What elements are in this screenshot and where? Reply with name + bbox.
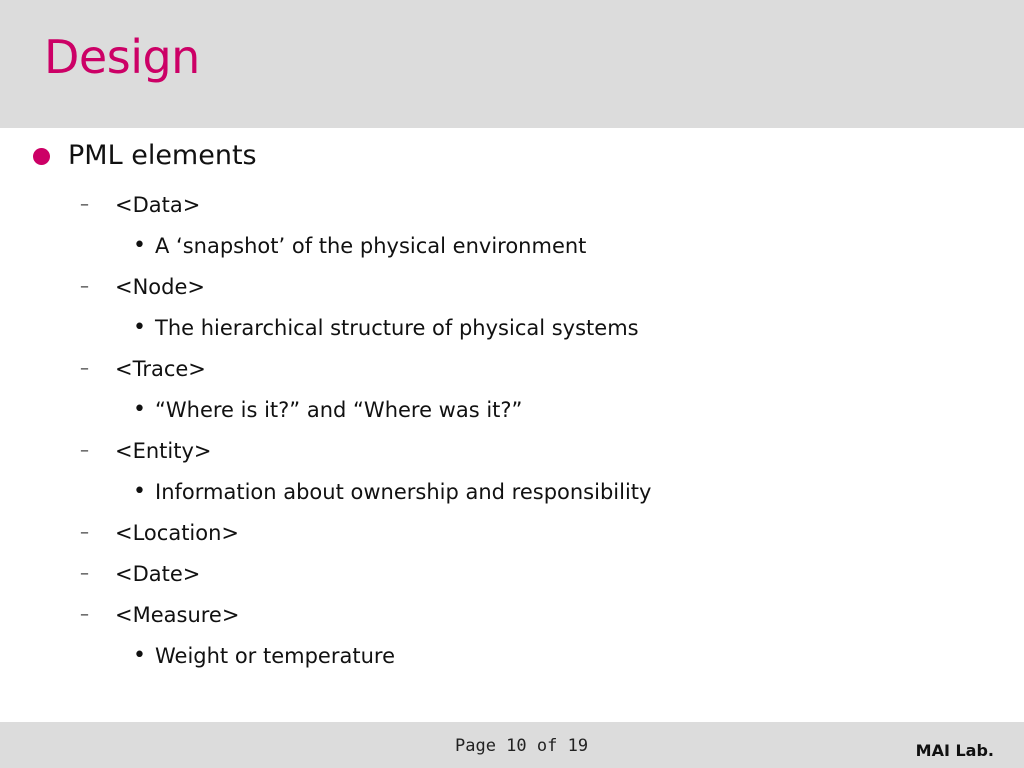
main-bullet-item: [33, 138, 257, 174]
sub-list-item-text: The hierarchical structure of physical systems: [155, 315, 639, 340]
sub-list-item: [80, 225, 651, 266]
sub-list-item-text: Information about ownership and responsibility: [155, 479, 652, 504]
sub-list-item-text: Weight or temperature: [155, 643, 395, 668]
sub-list-item: [80, 635, 651, 676]
list-item: [80, 348, 651, 389]
list-item: [80, 594, 651, 635]
sub-list-item-text: A ‘snapshot’ of the physical environment: [155, 233, 587, 258]
list-item-label: <Date>: [115, 561, 201, 586]
slide-footer: [0, 722, 1024, 768]
lab-name: MAI Lab.: [915, 741, 994, 760]
list-item-label: <Entity>: [115, 438, 212, 463]
slide-title: Design: [44, 30, 200, 84]
dash-icon: –: [80, 194, 89, 215]
list-item: [80, 184, 651, 225]
list-item-label: <Trace>: [115, 356, 206, 381]
dash-icon: –: [80, 440, 89, 461]
dash-icon: –: [80, 358, 89, 379]
list-item-label: <Location>: [115, 520, 240, 545]
sub-list-item-text: “Where is it?” and “Where was it?”: [155, 397, 523, 422]
sub-list-item: [80, 307, 651, 348]
list-item: [80, 512, 651, 553]
list-item-label: <Measure>: [115, 602, 240, 627]
slide-header: [0, 0, 1024, 128]
page-number: Page 10 of 19: [455, 736, 589, 756]
sub-list-item: [80, 389, 651, 430]
dash-icon: –: [80, 276, 89, 297]
dash-icon: –: [80, 563, 89, 584]
list-item: [80, 266, 651, 307]
bullet-icon: •: [133, 233, 146, 258]
list-item-label: <Data>: [115, 192, 201, 217]
bullet-icon: •: [133, 479, 146, 504]
bullet-icon: •: [133, 643, 146, 668]
bullet-icon: •: [133, 397, 146, 422]
list-item-label: <Node>: [115, 274, 205, 299]
list-item: [80, 430, 651, 471]
slide-content: [0, 128, 1024, 722]
bullet-dot-icon: [33, 148, 50, 165]
main-bullet-text: PML elements: [68, 140, 257, 171]
dash-icon: –: [80, 604, 89, 625]
pml-elements-list: [80, 184, 651, 676]
list-item: [80, 553, 651, 594]
dash-icon: –: [80, 522, 89, 543]
bullet-icon: •: [133, 315, 146, 340]
sub-list-item: [80, 471, 651, 512]
